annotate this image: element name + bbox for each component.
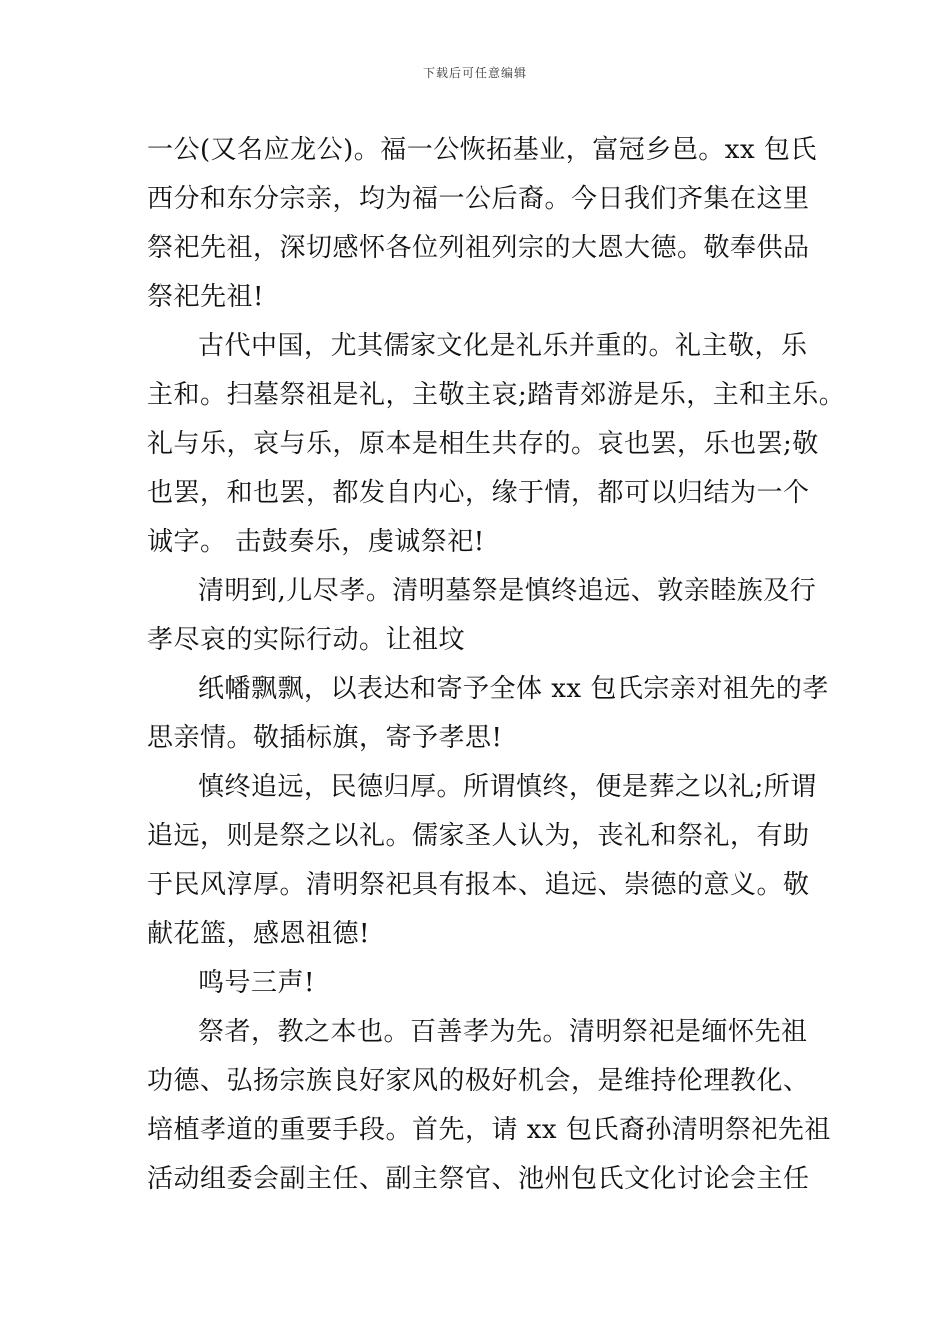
text-line: 祭者，教之本也。百善孝为先。清明祭祀是缅怀先祖 [198,1017,808,1047]
text-line: 活动组委会副主任、副主祭官、池州包氏文化讨论会主任 [147,1164,810,1194]
document-body [147,126,846,1204]
paragraph-1 [147,126,817,322]
text-line: 纸幡飘飘，以表达和寄予全体 xx 包氏宗亲对祖先的孝 [198,674,829,704]
paragraph-7 [147,1008,831,1204]
text-line: 西分和东分宗亲，均为福一公后裔。今日我们齐集在这里 [147,184,810,214]
header-note: 下载后可任意编辑 [422,66,527,80]
text-line: 于民风淳厚。清明祭祀具有报本、追远、崇德的意义。敬 [147,870,810,900]
paragraph-4 [147,665,829,763]
text-line: 诚字。 击鼓奏乐，虔诚祭祀! [147,527,485,557]
text-line: 祭祀先祖! [147,282,264,312]
text-line: 追远，则是祭之以礼。儒家圣人认为，丧礼和祭礼，有助 [147,821,810,851]
text-line: 一公(又名应龙公)。福一公恢拓基业，富冠乡邑。xx 包氏 [147,135,817,165]
text-line: 思亲情。敬插标旗，寄予孝思! [147,723,503,753]
text-line: 培植孝道的重要手段。首先，请 xx 包氏裔孙清明祭祀先祖 [147,1115,831,1145]
paragraph-6 [147,959,812,1008]
text-line: 慎终追远，民德归厚。所谓慎终，便是葬之以礼;所谓 [198,772,817,802]
text-line: 古代中国，尤其儒家文化是礼乐并重的。礼主敬，乐 [198,331,808,361]
text-line: 献花篮，感恩祖德! [147,919,370,949]
text-line: 也罢，和也罢，都发自内心，缘于情，都可以归结为一个 [147,478,810,508]
text-line: 主和。扫墓祭祖是礼，主敬主哀;踏青郊游是乐，主和主乐。 [147,380,846,410]
text-line: 礼与乐，哀与乐，原本是相生共存的。哀也罢，乐也罢;敬 [147,429,819,459]
text-line: 祭祀先祖，深切感怀各位列祖列宗的大恩大德。敬奉供品 [147,233,810,263]
paragraph-3 [147,567,817,665]
text-line: 鸣号三声! [198,968,315,998]
text-line: 清明到,儿尽孝。清明墓祭是慎终追远、敦亲睦族及行 [198,576,817,606]
paragraph-5 [147,763,817,959]
text-line: 功德、弘扬宗族良好家风的极好机会，是维持伦理教化、 [147,1066,810,1096]
paragraph-2 [147,322,846,567]
text-line: 孝尽哀的实际行动。让祖坟 [147,625,466,655]
